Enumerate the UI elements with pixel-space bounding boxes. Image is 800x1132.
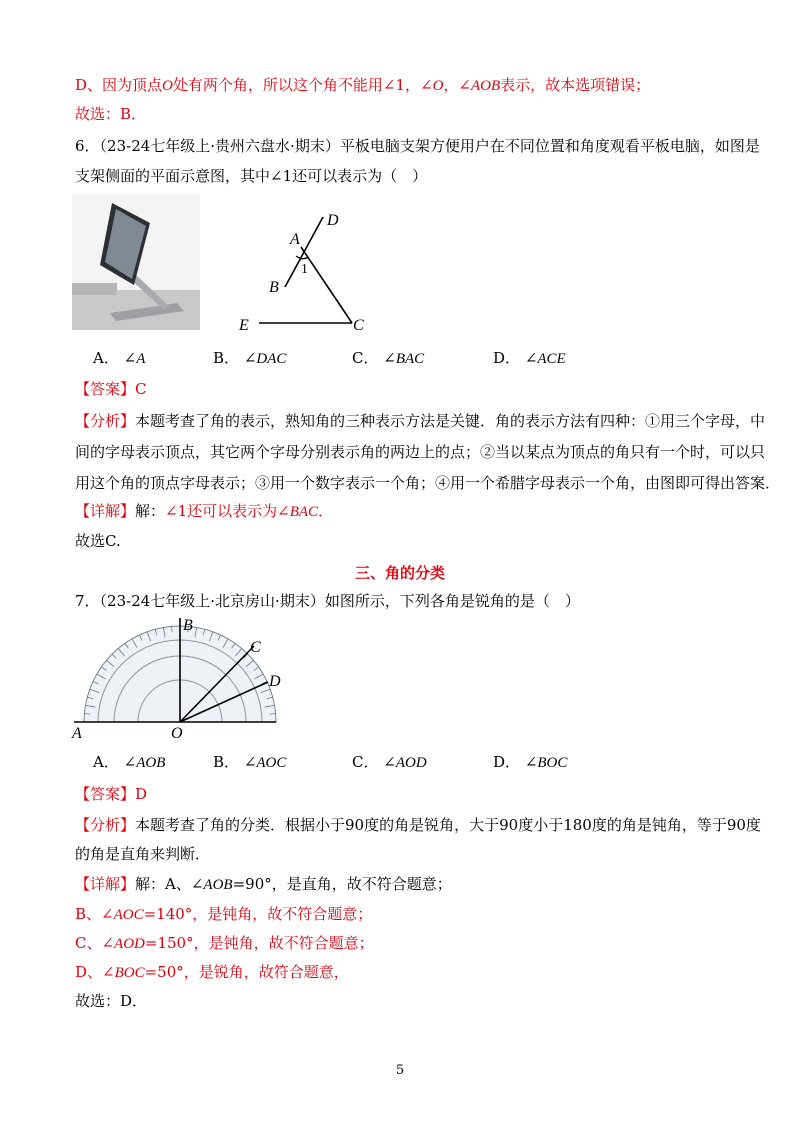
text: C．: [352, 753, 379, 771]
protractor-tick: [84, 714, 90, 715]
label-e: E: [239, 317, 249, 334]
text: B．: [213, 753, 240, 771]
tablet-stand-photo: [72, 195, 200, 330]
text: ∠: [383, 349, 396, 367]
text: AOC: [113, 907, 144, 923]
text: AOC: [256, 755, 287, 771]
text: 【分析】: [75, 412, 136, 430]
protractor-tick: [172, 626, 173, 632]
text: ，是锐角，故符合题意，: [183, 963, 349, 981]
text: ，是钝角，故不符合题意；: [193, 934, 374, 952]
text: AOB: [203, 877, 233, 893]
q7-line-1: 7．（23-24七年级上·北京房山·期末）如图所示，下列各角是锐角的是（ ）: [75, 592, 580, 610]
text: C、∠: [75, 934, 115, 952]
q7-option-b: [213, 752, 286, 773]
text: =50°: [144, 963, 184, 981]
text: A．: [93, 349, 119, 367]
protractor-diagram-q7: [68, 612, 298, 742]
q7-option-c: [352, 752, 427, 773]
text: ∠1还可以表示为∠: [165, 502, 290, 520]
text: =90°: [232, 875, 272, 893]
text: 表示，故本选项错误；: [500, 76, 651, 94]
text: ∠: [123, 753, 137, 771]
math: O: [432, 78, 444, 94]
text: =140°: [143, 905, 193, 923]
text: AOD: [395, 755, 427, 771]
q6-answer: [75, 379, 147, 399]
text: C．: [352, 349, 379, 367]
text: C: [135, 380, 147, 398]
text: ∠: [524, 349, 538, 367]
q6-analysis-3: 用这个角的顶点字母表示；③用一个数字表示一个角；④用一个希腊字母表示一个角，由图即可得出答案．: [75, 474, 781, 492]
text: BOC: [537, 755, 568, 771]
text: 【分析】: [75, 816, 136, 834]
q7-detail-2: [75, 904, 372, 925]
text: D、∠: [75, 963, 115, 981]
text: A．: [93, 753, 119, 771]
protractor-tick: [270, 714, 276, 715]
text: BAC: [289, 504, 319, 520]
text: AOD: [114, 936, 145, 952]
text: B、∠: [75, 905, 114, 923]
math: AOB: [470, 78, 501, 94]
text: ∠: [243, 349, 257, 367]
text: ∠: [123, 349, 137, 367]
q6-option-b: [213, 348, 286, 369]
math: O: [162, 78, 173, 94]
q6-line-1: 6．（23-24七年级上·贵州六盘水·期末）平板电脑支架方便用户在不同位置和角度观看平板电脑，如图是: [75, 137, 760, 155]
text: 本题考查了角的分类．根据小于90度的角是锐角，大于90度小于180度的角是钝角，等于90度: [135, 816, 761, 834]
label-b: B: [269, 279, 279, 296]
text: DAC: [256, 351, 287, 367]
label-c: C: [250, 639, 261, 656]
q7-analysis-1: [75, 815, 761, 835]
label-b: B: [183, 617, 193, 634]
label-a: A: [72, 725, 82, 742]
text: ，是直角，故不符合题意；: [271, 875, 452, 893]
q6-analysis-2: 间的字母表示顶点，其它两个字母分别表示角的两边上的点；②当以某点为顶点的角只有一个时，可以只: [75, 443, 766, 461]
text: 【答案】: [75, 785, 136, 803]
q7-option-a: [93, 752, 165, 773]
page-number: 5: [395, 1063, 405, 1078]
label-d: D: [327, 212, 339, 229]
q6-analysis-1: [75, 411, 765, 431]
q7-detail-4: [75, 962, 349, 983]
label-a: A: [290, 231, 300, 248]
label-angle-1: 1: [301, 262, 308, 277]
text: 【详解】: [75, 875, 136, 893]
q7-choose: 故选：D．: [75, 992, 148, 1010]
text: ，是钝角，故不符合题意；: [192, 905, 373, 923]
text: ∠: [383, 753, 396, 771]
text: D: [135, 785, 148, 803]
q7-answer: [75, 784, 147, 804]
angle-diagram-q6: [235, 205, 375, 340]
text: 解：: [135, 502, 166, 520]
q6-option-c: [352, 348, 424, 369]
text: 【答案】: [75, 380, 136, 398]
text: 本题考查了角的表示，熟知角的三种表示方法是关键．角的表示方法有四种：①用三个字母，中: [135, 412, 766, 430]
q7-detail-1: [75, 874, 452, 895]
text: D．: [493, 349, 521, 367]
prev-choose: 故选：B．: [75, 105, 147, 123]
text: 处有两个角，所以这个角不能用∠1，∠: [172, 76, 433, 94]
text: ，∠: [443, 76, 471, 94]
text: BOC: [114, 965, 145, 981]
text: 解：A、∠: [135, 875, 204, 893]
label-d: D: [269, 673, 281, 690]
text: =150°: [144, 934, 194, 952]
q7-option-d: [493, 752, 567, 773]
q6-line-2: 支架侧面的平面示意图，其中∠1还可以表示为（ ）: [75, 167, 428, 185]
text: ∠: [243, 753, 257, 771]
text: ．: [318, 502, 334, 520]
line-ac: [301, 247, 352, 323]
q7-analysis-2: 的角是直角来判断．: [75, 845, 211, 863]
text: 【详解】: [75, 502, 136, 520]
text: ACE: [537, 351, 566, 367]
q6-detail: [75, 501, 333, 522]
text: D．: [493, 753, 521, 771]
text: ∠: [524, 753, 538, 771]
prev-answer-d-line: [75, 75, 650, 96]
q7-detail-3: [75, 933, 374, 954]
q6-choose: 故选C.: [75, 532, 121, 550]
q6-option-a: [93, 348, 145, 369]
text: D、因为顶点: [75, 76, 163, 94]
q6-option-d: [493, 348, 566, 369]
text: B．: [213, 349, 240, 367]
text: A: [136, 351, 146, 367]
label-c: C: [353, 317, 364, 334]
text: AOB: [136, 755, 166, 771]
text: BAC: [395, 351, 425, 367]
label-o: O: [171, 725, 183, 742]
section-title: 三、角的分类: [354, 564, 445, 582]
